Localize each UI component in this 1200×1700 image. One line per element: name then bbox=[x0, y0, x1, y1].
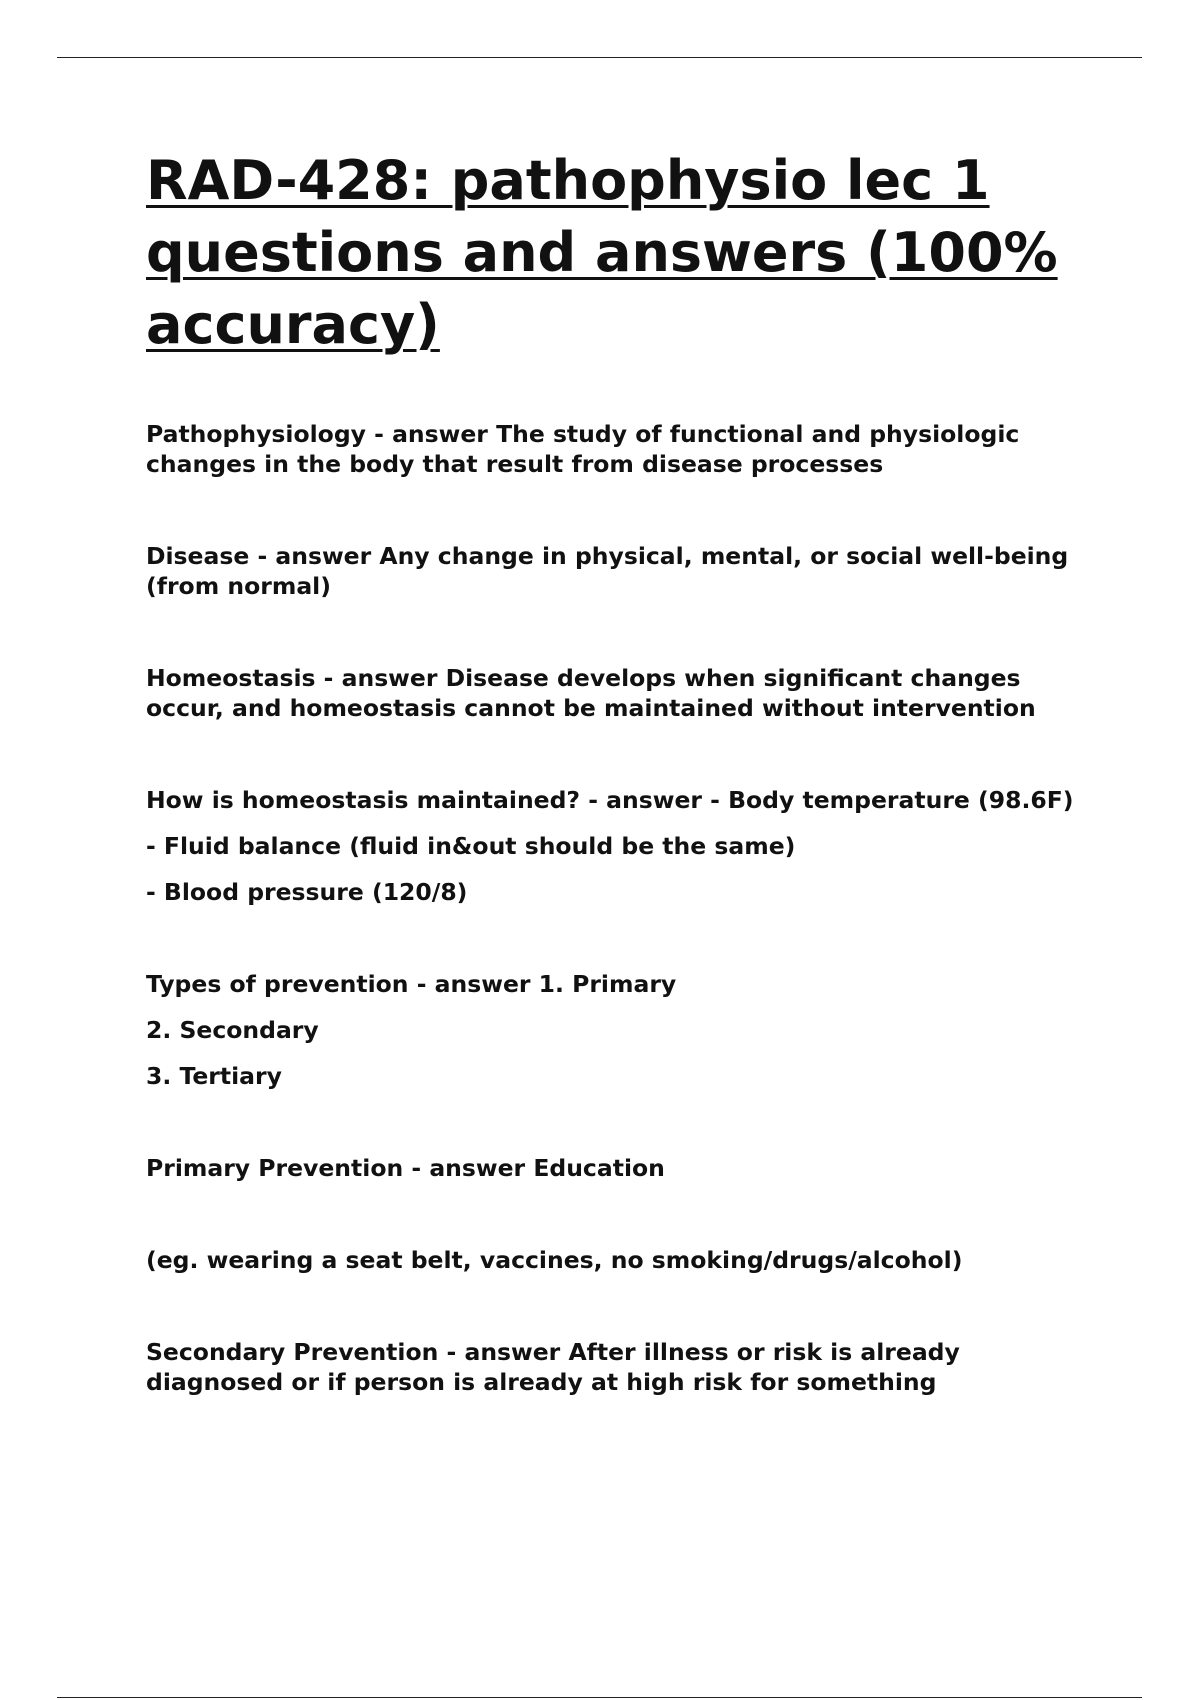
qa-line: Disease - answer Any change in physical, mental, or social well-being (from normal) bbox=[146, 542, 1069, 600]
qa-line: - Blood pressure (120/8) bbox=[146, 878, 468, 906]
qa-line: How is homeostasis maintained? - answer - Body temperature (98.6F) bbox=[146, 786, 1074, 814]
qa-list bbox=[146, 419, 1086, 1397]
top-divider bbox=[57, 57, 1142, 58]
qa-line: Types of prevention - answer 1. Primary bbox=[146, 970, 677, 998]
qa-line: Homeostasis - answer Disease develops when significant changes occur, and homeostasis cannot be maintained without intervention bbox=[146, 664, 1036, 722]
qa-line: Primary Prevention - answer Education bbox=[146, 1154, 665, 1182]
qa-entry-pathophysiology bbox=[146, 419, 1086, 479]
qa-entry-primary-prevention bbox=[146, 1153, 1086, 1183]
qa-entry-primary-examples bbox=[146, 1245, 1086, 1275]
qa-line: Secondary Prevention - answer After illness or risk is already diagnosed or if person is already at high risk for something bbox=[146, 1338, 960, 1396]
qa-entry-secondary-prevention bbox=[146, 1337, 1086, 1397]
qa-line: - Fluid balance (fluid in&out should be the same) bbox=[146, 832, 796, 860]
qa-entry-homeostasis bbox=[146, 663, 1086, 723]
qa-line: 3. Tertiary bbox=[146, 1062, 282, 1090]
qa-entry-types-of-prevention bbox=[146, 969, 1086, 1091]
bottom-divider bbox=[57, 1697, 1142, 1698]
qa-line: 2. Secondary bbox=[146, 1016, 319, 1044]
qa-line: Pathophysiology - answer The study of functional and physiologic changes in the body that result from disease processes bbox=[146, 420, 1020, 478]
document-body bbox=[146, 145, 1086, 1459]
qa-line: (eg. wearing a seat belt, vaccines, no smoking/drugs/alcohol) bbox=[146, 1246, 963, 1274]
qa-entry-disease bbox=[146, 541, 1086, 601]
qa-entry-homeostasis-maintained bbox=[146, 785, 1086, 907]
document-title: RAD-428: pathophysio lec 1 questions and answers (100% accuracy) bbox=[146, 149, 1058, 356]
